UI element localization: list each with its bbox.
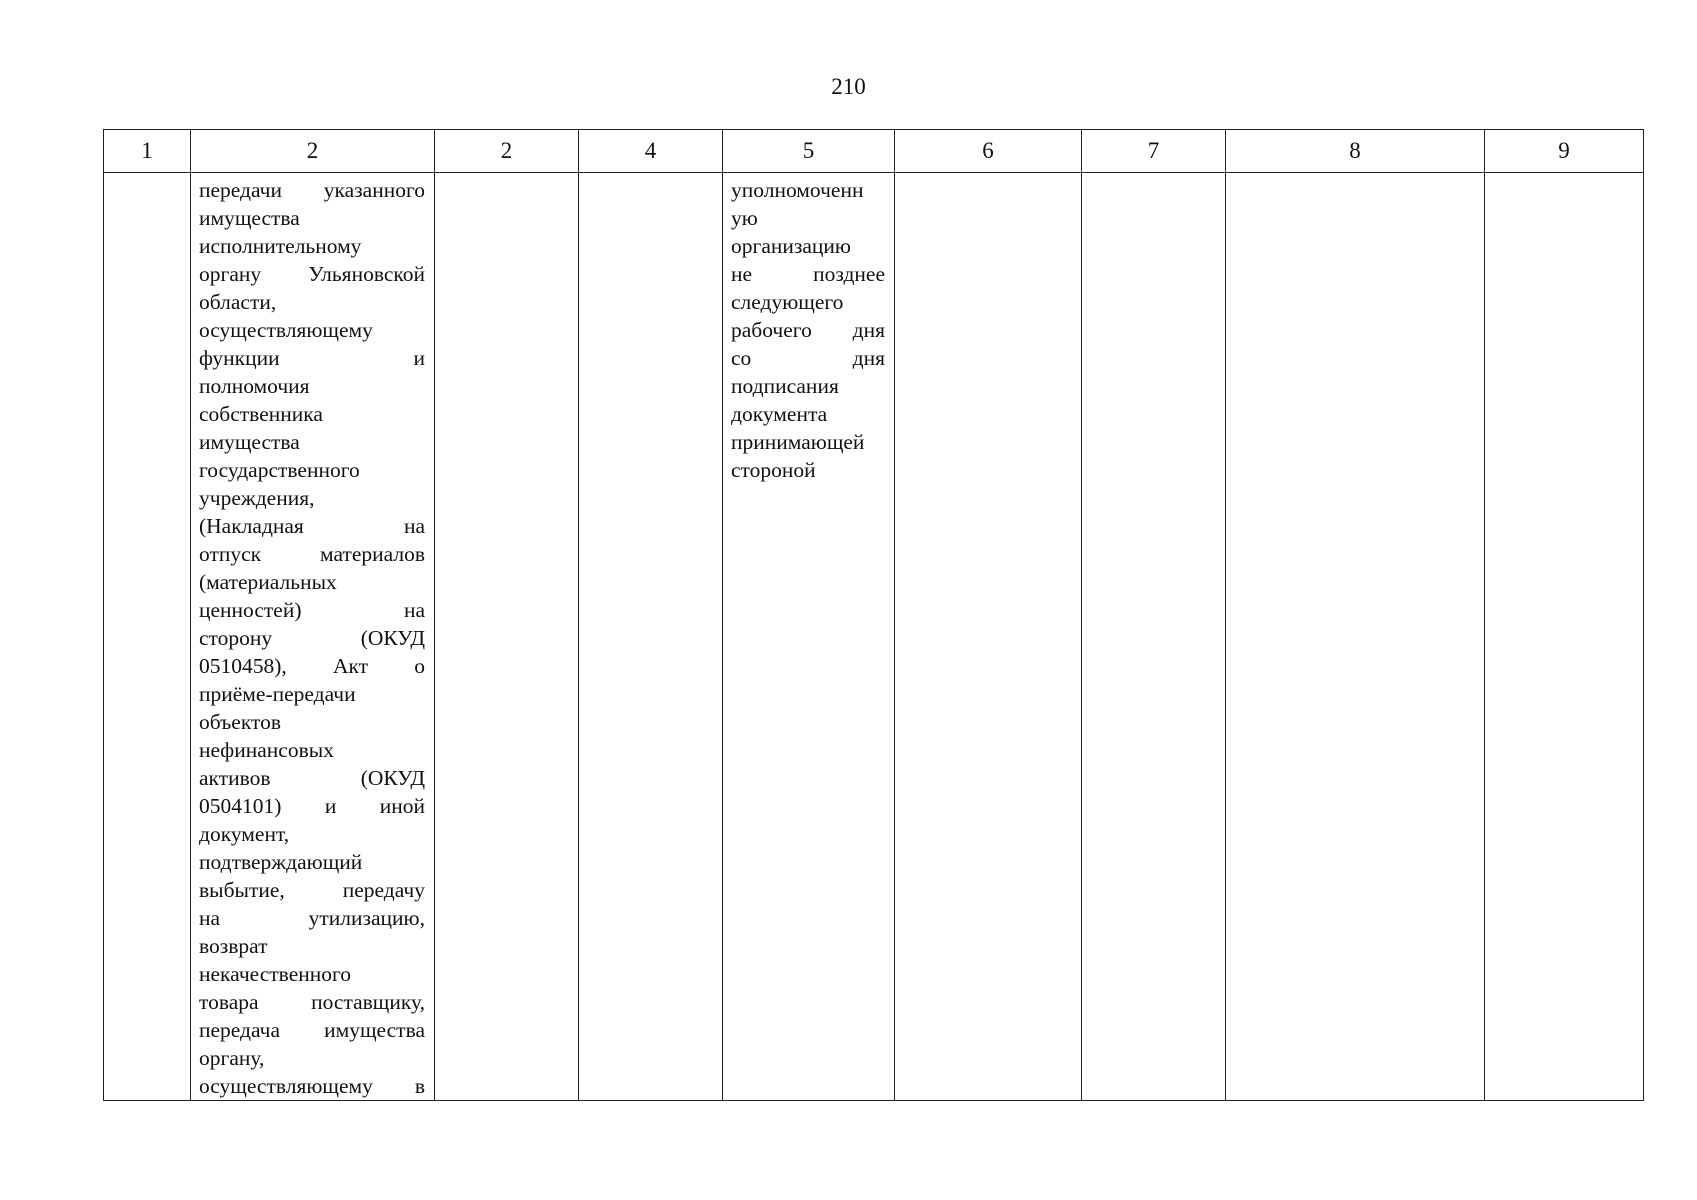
cell-col-9 <box>1485 173 1644 1101</box>
text-line: организацию <box>731 234 851 258</box>
text-line: некачественного <box>199 962 352 986</box>
text-line: 0504101) и иной <box>199 794 425 818</box>
document-table <box>103 129 1644 1101</box>
text-line: передача имущества <box>199 1018 425 1042</box>
text-line: передачи указанного <box>199 178 425 202</box>
column-header-5: 5 <box>723 130 895 173</box>
column-header-7: 7 <box>1082 130 1226 173</box>
text-line: на утилизацию, <box>199 906 425 930</box>
text-line: документа <box>731 402 828 426</box>
document-description-text <box>191 173 434 1100</box>
text-line: со дня <box>731 346 885 370</box>
text-line: органу Ульяновской <box>199 262 425 286</box>
column-header-2: 2 <box>191 130 435 173</box>
cell-col-2 <box>191 173 435 1101</box>
text-line: 0510458), Акт о <box>199 654 425 678</box>
text-line: имущества <box>199 206 300 230</box>
text-line: (Накладная на <box>199 514 425 538</box>
text-line: органу, <box>199 1046 265 1070</box>
text-line: осуществляющему <box>199 318 373 342</box>
column-header-8: 8 <box>1226 130 1485 173</box>
text-line: подписания <box>731 374 839 398</box>
text-line: рабочего дня <box>731 318 885 342</box>
text-line: следующего <box>731 290 844 314</box>
text-line: собственника <box>199 402 323 426</box>
text-line: отпуск материалов <box>199 542 425 566</box>
cell-col-1 <box>104 173 191 1101</box>
text-line: сторону (ОКУД <box>199 626 425 650</box>
text-line: активов (ОКУД <box>199 766 425 790</box>
cell-col-5 <box>723 173 895 1101</box>
text-line: функции и <box>199 346 425 370</box>
text-line: возврат <box>199 934 268 958</box>
cell-col-7 <box>1082 173 1226 1101</box>
column-header-4: 4 <box>579 130 723 173</box>
text-line: ую <box>731 206 758 230</box>
column-header-6: 6 <box>895 130 1082 173</box>
text-line: принимающей <box>731 430 865 454</box>
header-row <box>104 130 1644 173</box>
column-header-9: 9 <box>1485 130 1644 173</box>
text-line: имущества <box>199 430 300 454</box>
text-line: (материальных <box>199 570 337 594</box>
cell-col-6 <box>895 173 1082 1101</box>
text-line: не позднее <box>731 262 885 286</box>
text-line: товара поставщику, <box>199 990 425 1014</box>
page-number: 210 <box>831 74 866 99</box>
text-line: уполномоченн <box>731 178 864 202</box>
text-line: государственного <box>199 458 360 482</box>
deadline-text <box>723 173 894 484</box>
text-line: приёме-передачи <box>199 682 356 706</box>
text-line: осуществляющему в <box>199 1074 425 1098</box>
text-line: ценностей) на <box>199 598 425 622</box>
text-line: выбытие, передачу <box>199 878 425 902</box>
text-line: подтверждающий <box>199 850 363 874</box>
column-header-3: 2 <box>435 130 579 173</box>
text-line: исполнительному <box>199 234 362 258</box>
text-line: нефинансовых <box>199 738 334 762</box>
cell-col-3 <box>435 173 579 1101</box>
cell-col-8 <box>1226 173 1485 1101</box>
text-line: объектов <box>199 710 281 734</box>
text-line: учреждения, <box>199 486 315 510</box>
text-line: полномочия <box>199 374 310 398</box>
text-line: документ, <box>199 822 290 846</box>
table-row <box>104 173 1644 1101</box>
cell-col-4 <box>579 173 723 1101</box>
text-line: стороной <box>731 458 816 482</box>
column-header-1: 1 <box>104 130 191 173</box>
text-line: области, <box>199 290 277 314</box>
